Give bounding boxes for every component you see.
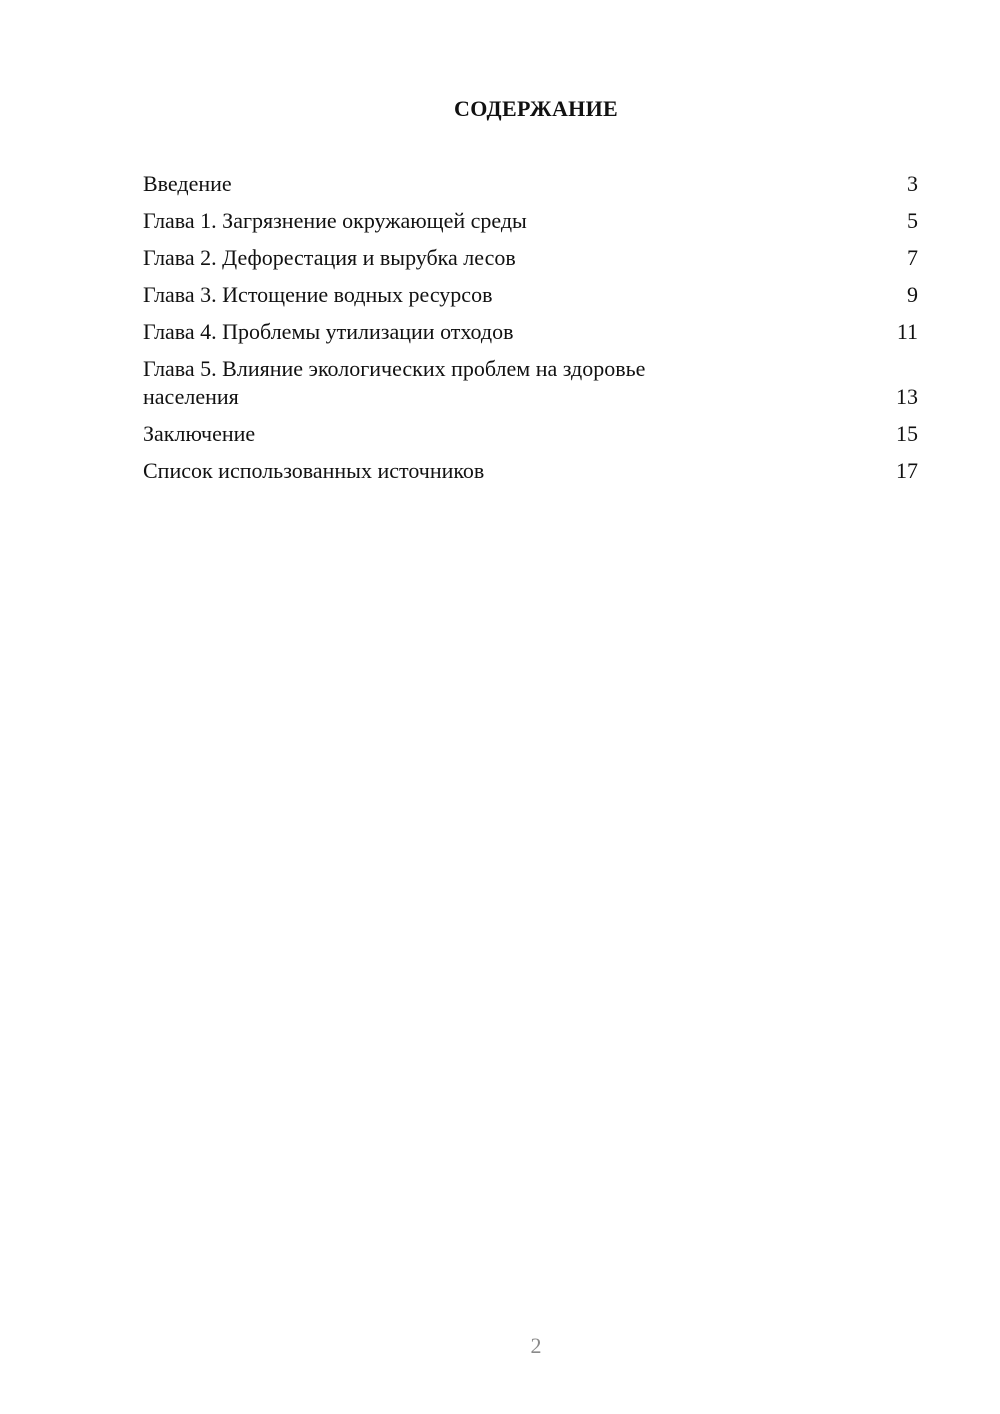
toc-entry-conclusion: [143, 420, 918, 448]
page-number: 2: [530, 1333, 542, 1358]
toc-entry-page: 3: [907, 171, 918, 196]
toc-entry-chapter-2: [143, 244, 918, 272]
toc-entry-label: Глава 1. Загрязнение окружающей среды: [143, 208, 527, 233]
toc-entry-label: Глава 5. Влияние экологических проблем на здоровье населения: [143, 356, 646, 409]
toc-entry-label: Глава 3. Истощение водных ресурсов: [143, 282, 493, 307]
toc-entry-page: 7: [907, 245, 918, 270]
toc-entry-page: 5: [907, 208, 918, 233]
toc-entry-page: 11: [896, 319, 918, 344]
toc-entry-label: Глава 2. Дефорестация и вырубка лесов: [143, 245, 516, 270]
toc-entry-chapter-5: [143, 355, 918, 411]
toc-entry-chapter-3: [143, 281, 918, 309]
toc-entry-chapter-1: [143, 207, 918, 235]
toc-entry-chapter-4: [143, 318, 918, 346]
toc-entry-references: [143, 457, 918, 485]
toc-title: СОДЕРЖАНИЕ: [454, 96, 618, 121]
toc-list: [143, 170, 918, 494]
toc-entry-page: 9: [907, 282, 918, 307]
toc-entry-page: 17: [896, 458, 918, 483]
toc-entry-introduction: [143, 170, 918, 198]
toc-entry-label: Глава 4. Проблемы утилизации отходов: [143, 319, 514, 344]
toc-entry-label: Заключение: [143, 421, 256, 446]
toc-entry-label: Введение: [143, 171, 232, 196]
toc-entry-page: 13: [896, 384, 918, 409]
toc-entry-label: Список использованных источников: [143, 458, 485, 483]
toc-entry-page: 15: [896, 421, 918, 446]
